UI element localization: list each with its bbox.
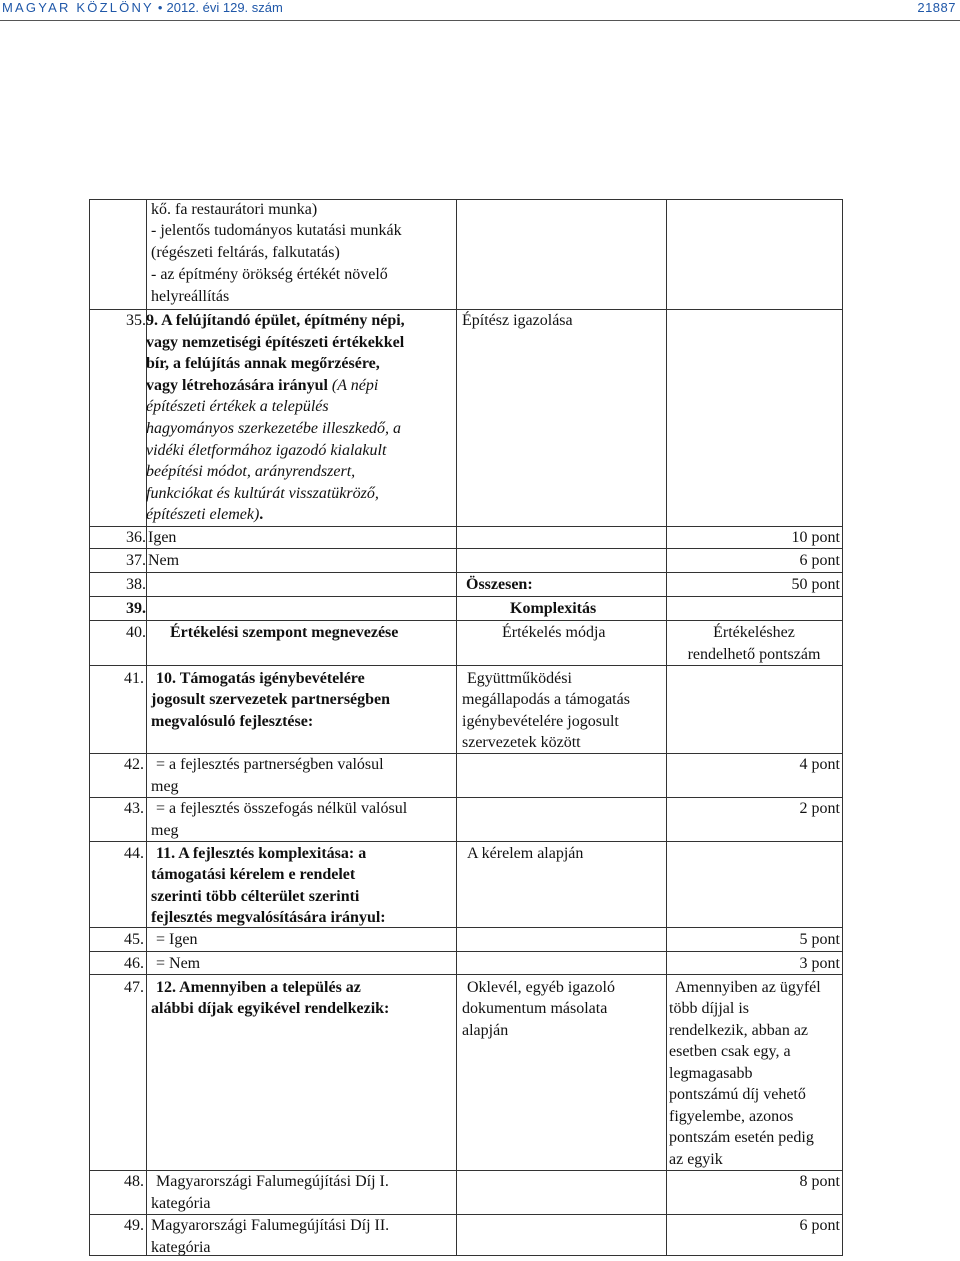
criterion-title: 11. A fejlesztés komplexitása: a xyxy=(156,845,367,862)
method-text: alapján xyxy=(462,1022,509,1039)
row-number: 43. xyxy=(124,800,144,817)
criterion-line: helyreállítás xyxy=(151,288,230,305)
method-text: szervezetek között xyxy=(462,734,581,751)
row-number: 45. xyxy=(124,931,144,948)
points-note: legmagasabb xyxy=(669,1065,753,1082)
column-header-criterion: Értékelési szempont megnevezése xyxy=(170,624,399,641)
criterion-title: bír, a felújítás annak megőrzésére, xyxy=(146,355,380,372)
criterion-title: vagy nemzetiségi építészeti értékekkel xyxy=(146,334,405,351)
row-number: 47. xyxy=(124,979,144,996)
row-number: 48. xyxy=(124,1173,144,1190)
row-line xyxy=(89,572,843,573)
points-value: 5 pont xyxy=(799,931,840,948)
points-note: pontszámú díj vehető xyxy=(669,1086,806,1103)
criterion-title: 9. A felújítandó épület, építmény népi, xyxy=(146,312,405,329)
points-note: Amennyiben az ügyfél xyxy=(675,979,821,996)
criterion-note: vidéki életformához igazodó kialakult xyxy=(146,442,387,459)
row-line xyxy=(89,974,843,975)
points-note: rendelkezik, abban az xyxy=(669,1022,809,1039)
option-label: Nem xyxy=(148,552,180,569)
criterion-title: alábbi díjak egyikével rendelkezik: xyxy=(151,1000,390,1017)
total-points: 50 pont xyxy=(791,576,840,593)
criterion-title: megvalósuló fejlesztése: xyxy=(151,713,314,730)
points-value: 4 pont xyxy=(799,756,840,773)
criterion-line: (régészeti feltárás, falkutatás) xyxy=(151,244,340,261)
method-text: Építész igazolása xyxy=(462,312,573,329)
points-note: figyelembe, azonos xyxy=(669,1108,794,1125)
journal-title: MAGYAR KÖZLÖNY xyxy=(2,0,154,15)
criterion-note: építészeti elemek) xyxy=(146,506,260,523)
row-number: 49. xyxy=(124,1217,144,1234)
criterion-last-line xyxy=(146,504,263,525)
criterion-title: vagy létrehozására irányul xyxy=(146,377,328,394)
points-note: esetben csak egy, a xyxy=(669,1043,791,1060)
method-text: Együttműködési xyxy=(467,670,572,687)
criterion-title: jogosult szervezetek partnerségben xyxy=(151,691,391,708)
criterion-title: szerinti több célterület szerinti xyxy=(151,888,360,905)
row-number: 35. xyxy=(126,312,146,329)
column-header-points: Értékeléshez xyxy=(713,624,795,641)
option-label: = a fejlesztés összefogás nélkül valósul xyxy=(156,800,408,817)
header-left xyxy=(2,0,283,15)
criterion-period: . xyxy=(259,506,264,523)
points-value: 2 pont xyxy=(799,800,840,817)
criterion-line: - jelentős tudományos kutatási munkák xyxy=(151,222,402,239)
criterion-title: támogatási kérelem e rendelet xyxy=(151,866,356,883)
option-label: meg xyxy=(151,778,179,795)
row-line xyxy=(89,665,843,666)
award-label: Magyarországi Falumegújítási Díj II. xyxy=(151,1217,390,1234)
row-number: 40. xyxy=(126,624,146,641)
criterion-note: funkciókat és kultúrát visszatükröző, xyxy=(146,485,379,502)
criterion-line: - az építmény örökség értékét növelő xyxy=(151,266,388,283)
award-label: kategória xyxy=(151,1195,211,1212)
header-bullet: • xyxy=(157,0,163,15)
row-number: 39. xyxy=(126,600,146,617)
method-text: megállapodás a támogatás xyxy=(462,691,630,708)
award-label: Magyarországi Falumegújítási Díj I. xyxy=(156,1173,389,1190)
criterion-note: beépítési módot, arányrendszert, xyxy=(146,463,356,480)
option-label: Igen xyxy=(148,529,177,546)
method-text: Oklevél, egyéb igazoló xyxy=(467,979,615,996)
running-header xyxy=(0,0,960,21)
row-line xyxy=(89,951,843,952)
row-number: 44. xyxy=(124,845,144,862)
points-value: 3 pont xyxy=(799,955,840,972)
points-value: 10 pont xyxy=(791,529,840,546)
option-label: = Igen xyxy=(156,931,198,948)
option-label: meg xyxy=(151,822,179,839)
col-line-method xyxy=(666,199,667,1256)
points-value: 6 pont xyxy=(799,552,840,569)
row-line xyxy=(89,596,843,597)
criterion-title: 10. Támogatás igénybevételére xyxy=(156,670,365,687)
criterion-title: fejlesztés megvalósítására irányul: xyxy=(151,909,386,926)
criterion-note: hagyományos szerkezetébe illeszkedő, a xyxy=(146,420,402,437)
points-note: pontszám esetén pedig xyxy=(669,1129,814,1146)
row-number: 41. xyxy=(124,670,144,687)
criterion-mixed-line xyxy=(146,375,378,396)
row-number: 36. xyxy=(126,529,146,546)
column-header-points: rendelhető pontszám xyxy=(687,646,821,663)
points-value: 6 pont xyxy=(799,1217,840,1234)
row-number: 46. xyxy=(124,955,144,972)
section-title: Komplexitás xyxy=(510,600,597,617)
row-line xyxy=(89,841,843,842)
option-label: = a fejlesztés partnerségben valósul xyxy=(156,756,384,773)
col-line-criterion xyxy=(456,199,457,1256)
option-label: = Nem xyxy=(156,955,201,972)
criterion-line: kő. fa restaurátori munka) xyxy=(151,201,318,218)
page-number: 21887 xyxy=(917,0,956,15)
method-text: dokumentum másolata xyxy=(462,1000,608,1017)
criterion-title: 12. Amennyiben a település az xyxy=(156,979,361,996)
points-note: több díjjal is xyxy=(669,1000,749,1017)
row-number: 37. xyxy=(126,552,146,569)
method-text: A kérelem alapján xyxy=(467,845,584,862)
criterion-note: (A népi xyxy=(327,377,379,394)
column-header-method: Értékelés módja xyxy=(502,624,606,641)
row-line xyxy=(89,620,843,621)
total-label: Összesen: xyxy=(466,576,533,593)
award-label: kategória xyxy=(151,1239,211,1256)
points-note: az egyik xyxy=(669,1151,723,1168)
points-value: 8 pont xyxy=(799,1173,840,1190)
row-line xyxy=(89,548,843,549)
issue-label: 2012. évi 129. szám xyxy=(166,0,283,15)
method-text: igénybevételére jogosult xyxy=(462,713,619,730)
row-number: 42. xyxy=(124,756,144,773)
row-number: 38. xyxy=(126,576,146,593)
criterion-note: építészeti értékek a település xyxy=(146,398,329,415)
